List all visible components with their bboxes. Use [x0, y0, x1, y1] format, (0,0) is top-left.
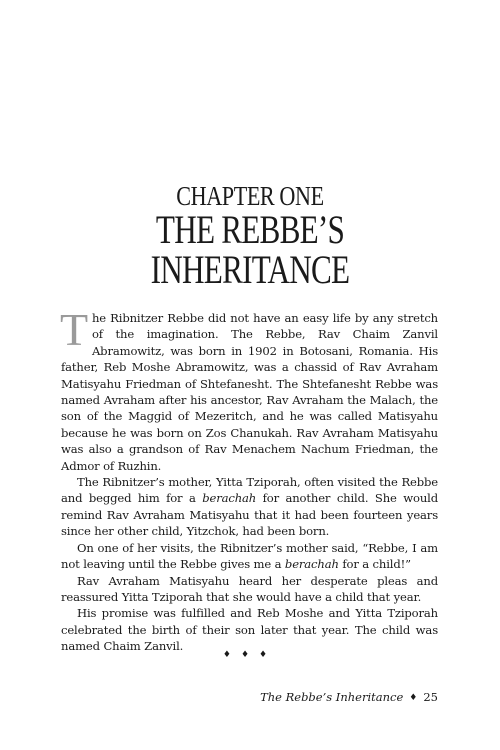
drop-cap: T — [60, 304, 88, 355]
paragraph-2 — [61, 474, 438, 540]
section-separator: ♦♦♦ — [222, 650, 278, 660]
paragraph-2-text-a: The Ribnitzer’s mother, Yitta Tziporah, often visited the Rebbe and begged him for a — [61, 475, 438, 506]
paragraph-3-emphasis: berachah — [284, 557, 339, 572]
page-number: 25 — [423, 690, 438, 704]
paragraph-2-emphasis: berachah — [202, 491, 257, 506]
paragraph-4: Rav Avraham Matisyahu heard her desperate pleas and reassured Yitta Tziporah that she would have a child that year. — [61, 573, 438, 604]
running-title: The Rebbe’s Inheritance — [260, 690, 404, 704]
footer-bullet: ♦ — [409, 693, 418, 703]
paragraph-5: His promise was fulfilled and Reb Moshe and Yitta Tziporah celebrated the birth of their son later that year. The child was named Chaim Zanvil. — [61, 606, 438, 654]
paragraph-3-text-a: On one of her visits, the Ribnitzer’s mother said, “Rebbe, I am not leaving until the Rebbe gives me a — [61, 540, 438, 572]
chapter-title: THE REBBE’S INHERITANCE — [150, 207, 350, 292]
chapter-label: CHAPTER ONE — [176, 181, 324, 211]
paragraph-1 — [60, 304, 438, 474]
chapter-body — [60, 304, 438, 655]
paragraph-3 — [61, 540, 438, 573]
paragraph-2-text-b: for another child. She would remind Rav Avraham Matisyahu that it had been fourteen years since her other child, Yitzchok, had been born. — [61, 491, 438, 539]
paragraph-1-text: he Ribnitzer Rebbe did not have an easy life by any stretch of the imagination. The Rebbe, Rav Chaim Zanvil Abramowitz, was born in 1902 in Botosani, Romania. His father, Reb Moshe Abramowitz, was a chassid of Rav Avraham Matisyahu Friedman of Shtefanesht. The Shtefanesht Rebbe was named Avraham after his ancestor, Rav Avraham the Malach, the son of the Maggid of Mezeritch, and he was called Matisyahu because he was born on Zos Chanukah. Rav Avraham Matisyahu was also a grandson of Rav Menachem Nachum Friedman, the Admor of Ruzhin. — [61, 311, 438, 473]
paragraph-3-text-b: for a child!” — [338, 557, 411, 572]
page-footer — [260, 690, 438, 704]
